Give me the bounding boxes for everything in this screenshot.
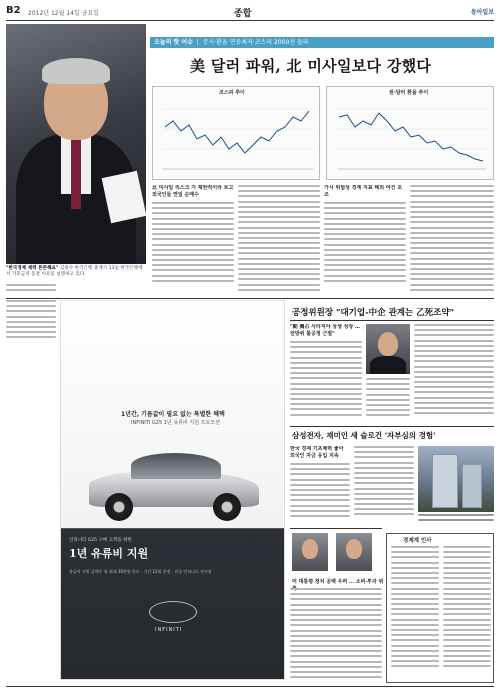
car-cabin [131,453,221,479]
caption-body: 김중수 한국은행 총재가 13일 한국은행에서 기준금리 동결 이유를 설명하고 있다. [6,266,143,277]
article3-headline: 삼성전자, 재미인 새 슬로건 '자부심의 경험' [292,431,436,440]
ad-subline: INFINITI G25 1년 유류비 지원 프로모션 [131,420,220,426]
article2-headline: 공정위원장 "대기업-中企 관계는 乙死조약" [292,308,455,318]
text-column-2 [238,185,320,295]
article4-portrait-right [336,533,372,571]
exchange-rate-chart [326,86,494,180]
kospi-chart [152,86,320,180]
ad-offer-big: 1년 유류비 지원 [69,547,149,560]
article3-photo-caption [418,514,494,524]
ad-offer-small: 인피니티 G25 구매 고객을 위한 [69,538,132,543]
kospi-chart-title: 코스피 추이 [219,90,245,96]
article4-portrait-left [292,533,328,571]
economy-people-box [386,533,494,683]
article2-column-3 [414,324,494,424]
hot-issue-tag: 오늘의 핫 이슈 [154,39,193,46]
text-column-3 [324,185,406,295]
issue-date: 2012년 12월 14일 금요일 [28,10,100,17]
main-headline: 美 달러 파워, 北 미사일보다 강했다 [190,57,432,75]
exchange-chart-plot [327,87,495,181]
article3-sub: 한국 경제 기초체력 좋아 외국인 자금 유입 지속 [290,446,344,459]
photo-hair [42,58,110,84]
article3-rule [290,426,494,427]
photo-caption [6,266,146,278]
article3-column-2 [354,446,414,526]
article2-sub: "動 獨占 사라져야 상생 성장 … 전방위 불공정 근절" [290,324,360,337]
masthead [6,5,494,19]
car-rear-wheel [213,493,241,521]
ad-brand: INFINITI [155,627,183,633]
news-photo [6,24,146,264]
article2-rule [290,320,494,321]
ad-fine-print: 유류비 지원 금액은 월 최대 30만원 한도 · 기간 12월 한정 · 전국 인피니티 전시장 [69,569,212,574]
top-rule [6,20,494,21]
infiniti-logo-icon [149,601,197,623]
article2-portrait [366,324,410,374]
left-column-text [6,300,56,680]
infiniti-advertisement[interactable] [60,300,285,680]
page-number: B2 [6,5,21,16]
article2-column-2 [366,378,410,424]
article4-column [290,588,382,683]
economy-box-title: 경제계 인사 [403,538,432,544]
hot-issue-topic: 증시·환율 연중최저·코스피 2000선 돌파 [202,39,309,46]
photo-tie [71,139,81,209]
article3-building-photo [418,446,494,512]
text-column-4 [410,185,494,295]
car-front-wheel [105,493,133,521]
ad-tagline: 1년간, 기름값이 필요 없는 특별한 혜택 [121,411,225,418]
bottom-rule [6,686,494,687]
article4-rule [290,528,382,529]
text-column-1 [152,185,234,295]
article2-column-1 [290,324,362,424]
article3-column-1 [290,446,350,526]
exchange-chart-title: 원·달러 환율 추이 [389,90,429,96]
subhead-1: 北 미사일 리스크 가 제한적이라 보고 외국인들 연일 순매수 [152,185,234,198]
article4-headline: 미 대통령 정치 공백 우려 … 소비·투자 위 [292,579,384,585]
caption-title: "한국경제 체력 튼튼해요" [6,266,59,271]
subhead-2: 가시 위험성 경계 지표 해외 여건 호조 [324,185,403,198]
kospi-chart-plot [153,87,321,181]
newspaper-logo: 동아일보 [470,9,494,16]
section-title: 종합 [234,9,252,19]
hot-issue-bar: 오늘의 핫 이슈 | 증시·환율 연중최저·코스피 2000선 돌파 [150,37,494,48]
mid-rule [6,298,494,299]
